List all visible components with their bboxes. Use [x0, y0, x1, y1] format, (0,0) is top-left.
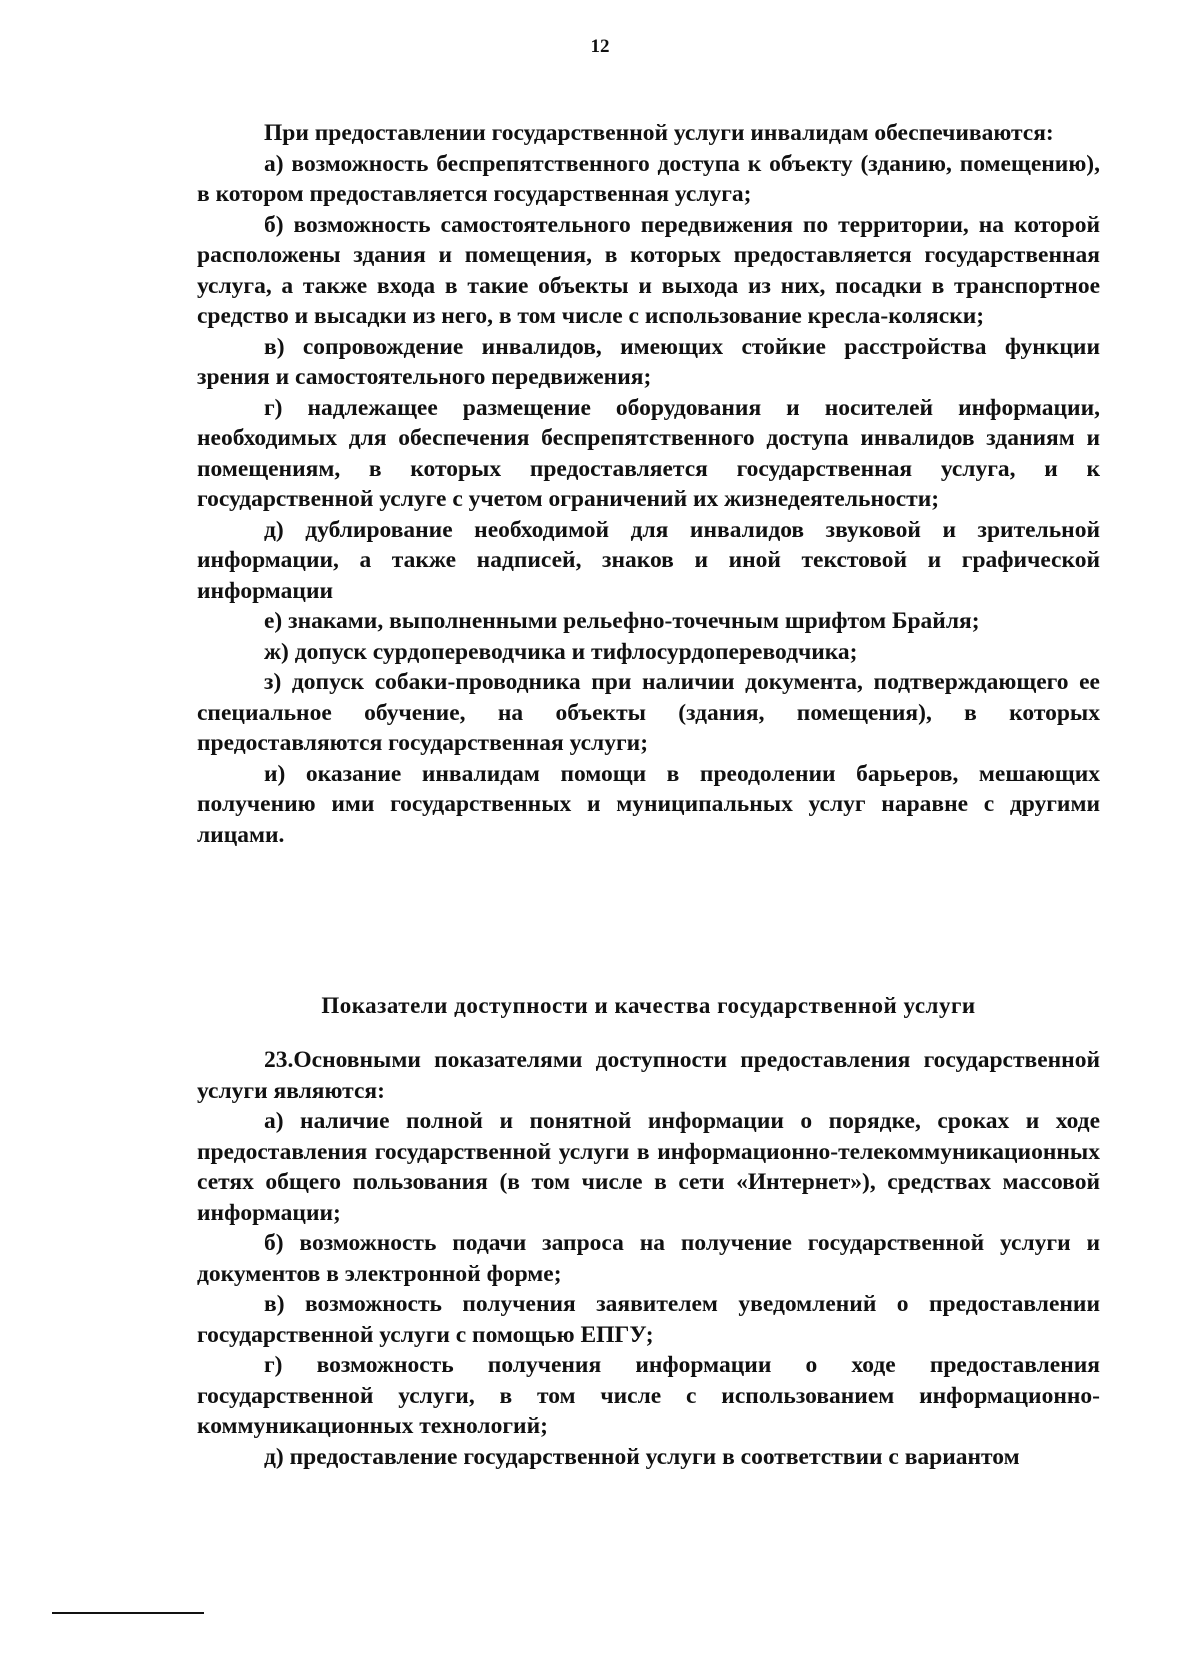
list-item-i: и) оказание инвалидам помощи в преодолении барьеров, мешающих получению ими государственных и муниципальных услуг наравне с другими лицами. [197, 760, 1100, 848]
list-item-zh: ж) допуск сурдопереводчика и тифлосурдопереводчика; [264, 638, 858, 665]
list-item-b: б) возможность самостоятельного передвижения по территории, на которой расположены здания и помещения, в которых предоставляется государственная услуга, а также входа в такие объекты и выхода из них, посадки в транспортное средство и высадки из него, в том числе с использование кресла-коляски; [197, 211, 1100, 329]
indicator-item-d: д) предоставление государственной услуги в соответствии с вариантом [264, 1443, 1020, 1470]
indicator-item-g: г) возможность получения информации о ходе предоставления государственной услуги, в том числе с использованием информационно-коммуникационных технологий; [197, 1352, 1100, 1439]
list-item-d: д) дублирование необходимой для инвалидов звуковой и зрительной информации, а также надписей, знаков и иной текстовой и графической информации [197, 516, 1100, 604]
footnote-separator-line [52, 1612, 204, 1614]
page-number: 12 [590, 36, 610, 57]
list-item-a: а) возможность беспрепятственного доступа к объекту (зданию, помещению), в котором предоставляется государственная услуга; [197, 150, 1100, 207]
list-item-e: е) знаками, выполненными рельефно-точечным шрифтом Брайля; [264, 608, 980, 634]
section-heading: Показатели доступности и качества государственной услуги [321, 993, 976, 1018]
indicator-item-b: б) возможность подачи запроса на получение государственной услуги и документов в электронной форме; [197, 1230, 1100, 1287]
list-item-g: г) надлежащее размещение оборудования и носителей информации, необходимых для обеспечения беспрепятственного доступа инвалидов зданиям и помещениям, в которых предоставляется государственная услуга, и к государственной услуге с учетом ограничений их жизнедеятельности; [197, 394, 1100, 512]
indicator-item-v: в) возможность получения заявителем уведомлений о предоставлении государственной услуги с помощью ЕПГУ; [197, 1291, 1100, 1348]
indicator-item-a: а) наличие полной и понятной информации о порядке, сроках и ходе предоставления государственной услуги в информационно-телекоммуникационных сетях общего пользования (в том числе в сети «Интернет»), средствах массовой информации; [197, 1108, 1100, 1226]
list-item-v: в) сопровождение инвалидов, имеющих стойкие расстройства функции зрения и самостоятельного передвижения; [197, 333, 1100, 390]
accessibility-provisions-section [197, 118, 1100, 850]
clause-23-paragraph: 23.Основными показателями доступности предоставления государственной услуги являются: [197, 1047, 1100, 1104]
intro-paragraph: При предоставлении государственной услуги инвалидам обеспечиваются: [264, 120, 1054, 146]
accessibility-indicators-section [197, 1045, 1100, 1472]
list-item-z: з) допуск собаки-проводника при наличии документа, подтверждающего ее специальное обучение, на объекты (здания, помещения), в которых предоставляются государственная услуги; [197, 669, 1100, 756]
